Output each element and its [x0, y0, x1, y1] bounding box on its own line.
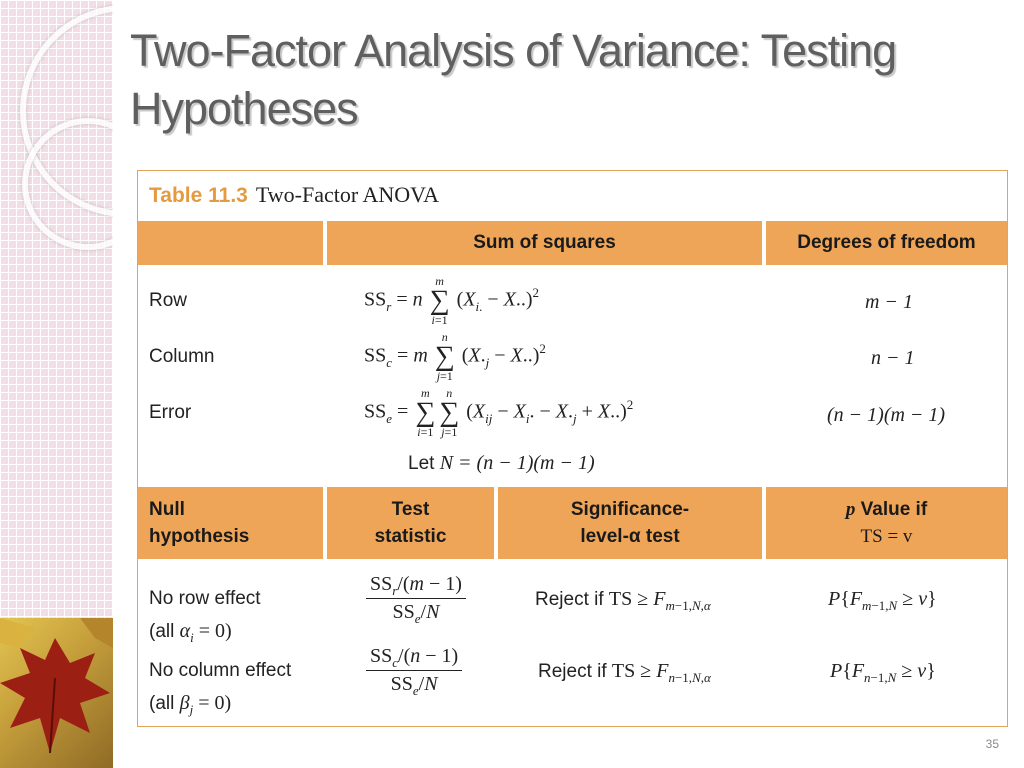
df-row: m − 1	[865, 291, 913, 313]
row-label-error: Error	[149, 402, 192, 423]
hypothesis-col-math: $\beta_j = 0$)	[179, 692, 232, 717]
row-label-row: Row	[149, 290, 188, 311]
header-null-hypothesis	[138, 487, 323, 559]
hypothesis-row-all: (all	[149, 621, 175, 642]
slide-title-line1: Two-Factor Analysis of Variance: Testing	[130, 25, 897, 76]
hypothesis-row-line1: No row effect	[149, 588, 261, 609]
header-p-value	[766, 487, 1007, 559]
hypothesis-row-math: $\alpha_i = 0$)	[179, 620, 232, 645]
reject-rule-col	[538, 660, 711, 683]
header-blank	[138, 221, 323, 265]
header-sig-line2: level-α test	[580, 526, 680, 547]
hypothesis-row-line2	[149, 620, 232, 643]
header-p-var: p	[845, 499, 856, 520]
hypothesis-col-line1: No column effect	[149, 660, 292, 681]
decorative-sidebar	[0, 0, 113, 768]
page-number: 35	[985, 737, 999, 751]
header-test-line2: statistic	[374, 526, 447, 547]
hypothesis-col-all: (all	[149, 693, 175, 714]
ss-error-formula: $SS_e = m$ ∑ i=1n ∑ j=1 ($X_{ij} - X_i$. − $X._j + X..)^2$	[364, 386, 634, 439]
reject-rule-row	[535, 588, 711, 611]
header-sum-of-squares: Sum of squares	[327, 221, 762, 265]
ss-row-formula: $SS_r = n$ m ∑ i=1 $(X_{i.} - X..)^2$	[364, 274, 539, 327]
reject-math-col: TS ≥ $F_{n-1,N,\alpha}$	[611, 660, 711, 685]
ss-column-formula: $SS_c = m$ n ∑ j=1 $(X._j - X..)^2$	[364, 330, 546, 383]
table-caption	[149, 182, 439, 208]
header-degrees-of-freedom: Degrees of freedom	[766, 221, 1007, 265]
reject-label-col: Reject if	[538, 661, 607, 682]
header-sig-line1: Significance-	[570, 499, 690, 520]
let-label: Let	[408, 453, 435, 474]
test-statistic-col: $\frac{SS_c/(n - 1)}{SS_e/N}$	[366, 645, 462, 696]
anova-table	[137, 170, 1008, 727]
table-caption-text: Two-Factor ANOVA	[255, 182, 440, 207]
df-column: n − 1	[871, 347, 915, 369]
p-value-row: $P\{F_{m-1,N} \ge v\}$	[828, 588, 937, 613]
header-p-line1: Value if	[860, 499, 928, 520]
header-null-line2: hypothesis	[149, 526, 250, 547]
df-error: (n − 1)(m − 1)	[827, 404, 946, 426]
slide-title-line2: Hypotheses	[130, 83, 358, 134]
slide-title	[130, 22, 1000, 138]
let-n-math: N = (n − 1)(m − 1)	[439, 452, 595, 474]
test-statistic-row: $\frac{SS_r/(m - 1)}{SS_e/N}$	[366, 573, 466, 624]
table-label: Table 11.3	[149, 184, 248, 207]
let-n-definition	[408, 452, 595, 475]
header-p-line2: TS = v	[860, 526, 913, 547]
header-test-line1: Test	[391, 499, 430, 520]
row-label-column: Column	[149, 346, 215, 367]
header-null-line1: Null	[149, 499, 185, 520]
header-significance-test	[498, 487, 762, 559]
header-test-statistic	[327, 487, 494, 559]
hypothesis-col-line2	[149, 692, 231, 715]
p-value-col: $P\{F_{n-1,N} \ge v\}$	[830, 660, 936, 685]
reject-math-row: TS ≥ $F_{m-1,N,\alpha}$	[608, 588, 711, 613]
reject-label-row: Reject if	[535, 589, 604, 610]
autumn-leaves-image	[0, 618, 113, 768]
